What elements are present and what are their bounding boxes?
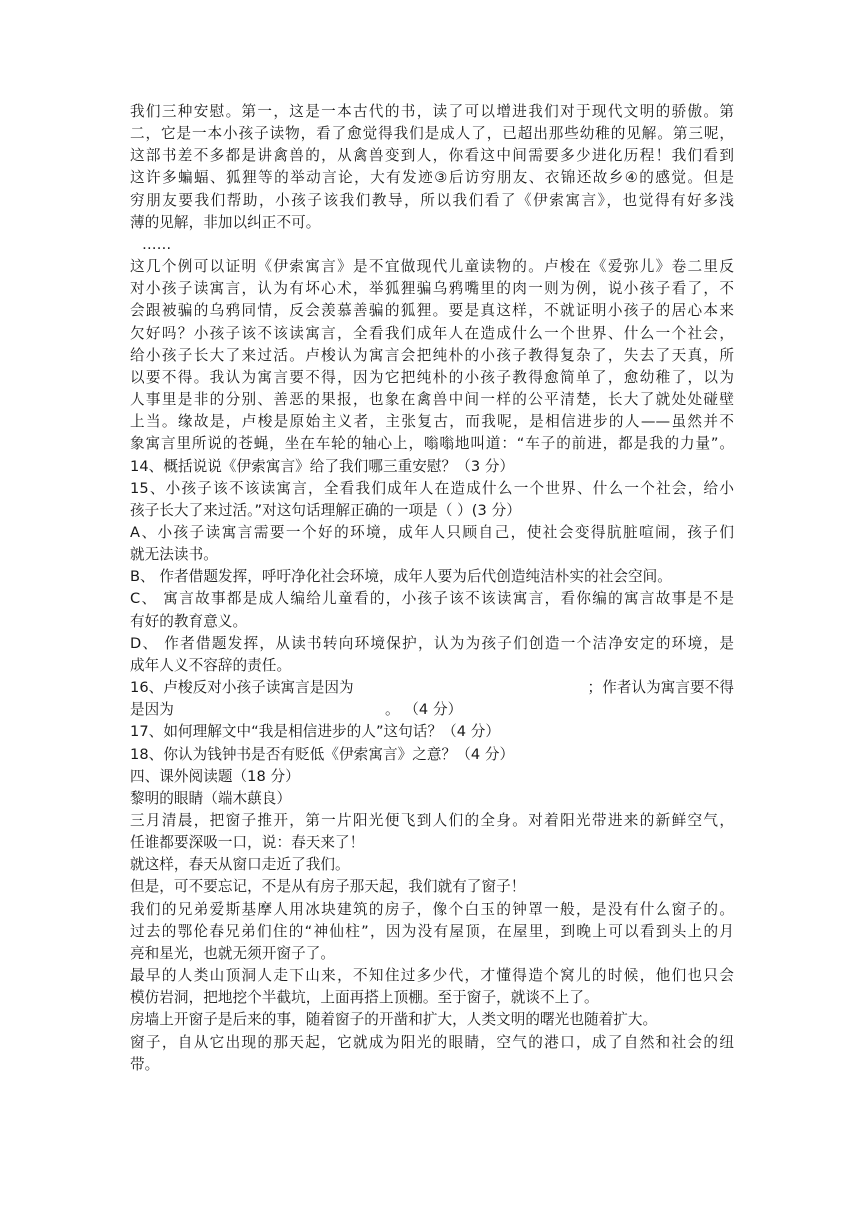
text-line: 给小孩子长大了来过活。卢梭认为寓言会把纯朴的小孩子教得复杂了，失去了天真，所: [130, 346, 734, 364]
text-line: 欠好吗？小孩子该不该读寓言，全看我们成年人在造成什么一个世界、什么一个社会，: [130, 324, 734, 342]
passage-paragraph-2: [130, 256, 734, 455]
text-line: 模仿岩洞，把地挖个半截坑，上面再搭上顶棚。至于窗子，就谈不上了。: [130, 989, 599, 1007]
option-a-line-1: A、小孩子读寓言需要一个好的环境，成年人只顾自己，使社会变得肮脏喧闹，孩子们: [130, 523, 734, 541]
text-line: 这部书差不多都是讲禽兽的，从禽兽变到人，你看这中间需要多少进化历程！我们看到: [130, 147, 734, 165]
option-d: [130, 633, 734, 677]
question-15-line-2: 孩子长大了来过活。”对这句话理解正确的一项是（ ）(3 分）: [130, 501, 521, 519]
text-line: 象寓言里所说的苍蝇，坐在车轮的轴心上，嗡嗡地叫道：“车子的前进，都是我的力量”。: [130, 435, 734, 453]
text-line: 亮和星光，也就无须开窗子了。: [130, 944, 336, 962]
article-paragraph-1: [130, 810, 734, 854]
article-title: 黎明的眼睛（端木蕻良）: [130, 789, 292, 807]
question-17: 17、如何理解文中“我是相信进步的人”这句话？（4 分）: [130, 723, 501, 741]
question-16-line-1: [130, 677, 734, 699]
text-line: 窗子，自从它出现的那天起，它就成为阳光的眼睛，空气的港口，成了自然和社会的纽: [130, 1033, 734, 1051]
question-16-score: 。 （4 分）: [384, 701, 463, 719]
text-line: 过去的鄂伦春兄弟们住的“神仙柱”，因为没有屋顶，在屋里，到晚上可以看到头上的月: [130, 922, 734, 940]
question-16: [130, 677, 734, 721]
option-b: B、 作者借题发挥，呼吁净化社会环境，成年人要为后代创造纯洁朴实的社会空间。: [130, 568, 672, 586]
text-line: 二，它是一本小孩子读物，看了愈觉得我们是成人了，已超出那些幼稚的见解。第三呢，: [130, 125, 734, 143]
text-line: 对小孩子读寓言，认为有坏心术，举狐狸骗乌鸦嘴里的肉一则为例，说小孩子看了，不: [130, 280, 734, 298]
passage-paragraph-1: [130, 101, 734, 234]
question-14: 14、概括说说《伊索寓言》给了我们哪三重安慰？（3 分）: [130, 457, 515, 475]
question-16-line-2-start: 是因为: [130, 701, 174, 719]
article-paragraph-5: [130, 965, 734, 1009]
text-line: 人事里是非的分别、善恶的果报，也象在禽兽中间一样的公平清楚，长大了就处处碰壁: [130, 391, 734, 409]
text-line: 以要不得。我认为寓言要不得，因为它把纯朴的小孩子教得愈简单了，愈幼稚了，以为: [130, 368, 734, 386]
text-line: 穷朋友要我们帮助，小孩子该我们教导，所以我们看了《伊索寓言》，也觉得有好多浅: [130, 191, 734, 209]
option-d-line-1: D、 作者借题发挥，从读书转向环境保护，认为为孩子们创造一个洁净安定的环境，是: [130, 634, 734, 652]
article-paragraph-2: 就这样，春天从窗口走近了我们。: [130, 856, 350, 874]
question-16-prompt-continued: ；作者认为寓言要不得: [587, 679, 734, 697]
text-line: 最早的人类山顶洞人走下山来，不知住过多少代，才懂得造个窝儿的时候，他们也只会: [130, 967, 734, 985]
text-line: 这几个例可以证明《伊索寓言》是不宜做现代儿童读物的。卢梭在《爱弥儿》卷二里反: [130, 258, 734, 276]
article-paragraph-6: 房墙上开窗子是后来的事，随着窗子的开凿和扩大，人类文明的曙光也随着扩大。: [130, 1011, 658, 1029]
text-line: 我们三种安慰。第一，这是一本古代的书，读了可以增进我们对于现代文明的骄傲。第: [130, 103, 734, 120]
ellipsis: ……: [142, 235, 172, 253]
document-page: [130, 101, 734, 1076]
article-paragraph-7: [130, 1032, 734, 1076]
text-line: 我们的兄弟爱斯基摩人用冰块建筑的房子，像个白玉的钟罩一般，是没有什么窗子的。: [130, 900, 734, 918]
question-15: [130, 478, 734, 522]
question-15-line-1: 15、小孩子该不该读寓言，全看我们成年人在造成什么一个世界、什么一个社会，给小: [130, 479, 734, 497]
option-a-line-2: 就无法读书。: [130, 546, 218, 564]
option-c-line-1: C、 寓言故事都是成人编给儿童看的，小孩子该不该读寓言，看你编的寓言故事是不是: [130, 590, 734, 608]
text-line: 带。: [130, 1055, 160, 1073]
article-paragraph-3: 但是，可不要忘记，不是从有房子那天起，我们就有了窗子！: [130, 878, 526, 896]
text-line: 上当。缘故是，卢梭是原始主义者，主张复古，而我呢，是相信进步的人——虽然并不: [130, 413, 734, 431]
article-paragraph-4: [130, 899, 734, 965]
text-line: 薄的见解，非加以纠正不可。: [130, 213, 321, 231]
text-line: 这许多蝙蝠、狐狸等的举动言论，大有发迹③后访穷朋友、衣锦还故乡④的感觉。但是: [130, 169, 734, 187]
section-heading: 四、课外阅读题（18 分）: [130, 767, 300, 785]
option-c-line-2: 有好的教育意义。: [130, 612, 248, 630]
option-a: [130, 522, 734, 566]
question-16-prompt: 16、卢梭反对小孩子读寓言是因为: [130, 679, 354, 697]
question-16-line-2: [130, 699, 734, 721]
text-line: 任谁都要深吸一口，说：春天来了！: [130, 834, 365, 852]
question-18: 18、你认为钱钟书是否有贬低《伊索寓言》之意？（4 分）: [130, 745, 515, 763]
text-line: 会跟被骗的乌鸦同情，反会羡慕善骗的狐狸。要是真这样，不就证明小孩子的居心本来: [130, 302, 734, 320]
text-line: 三月清晨，把窗子推开，第一片阳光便飞到人们的全身。对着阳光带进来的新鲜空气，: [130, 812, 734, 829]
option-d-line-2: 成年人义不容辞的责任。: [130, 656, 292, 674]
option-c: [130, 588, 734, 632]
